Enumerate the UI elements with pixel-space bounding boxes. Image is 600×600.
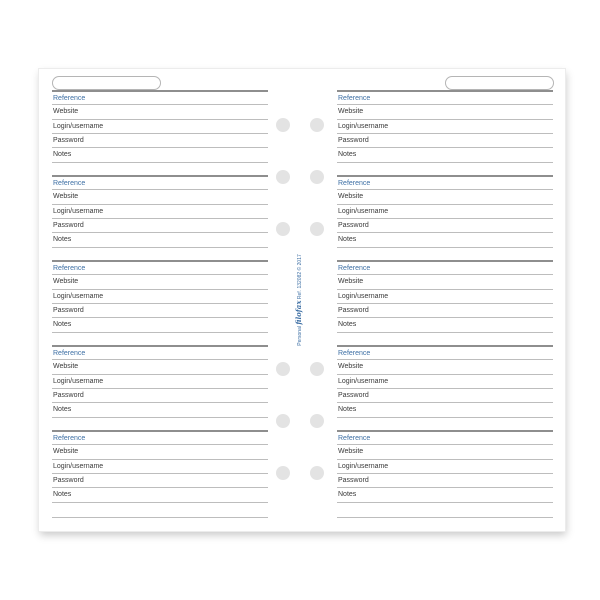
notes-line[interactable]: [337, 402, 553, 417]
password-label: Password: [53, 136, 84, 144]
notes-label: Notes: [338, 491, 357, 499]
reference-label: Reference: [53, 95, 86, 102]
password-label: Password: [53, 306, 84, 314]
notes-writing-line[interactable]: [337, 332, 553, 333]
website-label: Website: [53, 193, 79, 201]
notes-label: Notes: [338, 321, 357, 329]
punch-hole: [276, 170, 290, 184]
password-label: Password: [53, 221, 84, 229]
password-label: Password: [338, 476, 369, 484]
login-username-line[interactable]: [52, 459, 268, 474]
reference-label: Reference: [53, 350, 86, 357]
notes-writing-line[interactable]: [52, 162, 268, 163]
imprint-copyright: © 2017: [297, 254, 303, 271]
password-line[interactable]: [337, 303, 553, 318]
login-entry-block: [337, 345, 553, 430]
title-box-right: [445, 76, 554, 90]
login-entry-block: [52, 175, 268, 260]
website-label: Website: [53, 278, 79, 286]
login-username-label: Login/username: [338, 377, 389, 385]
login-username-label: Login/username: [53, 377, 104, 385]
password-line[interactable]: [337, 473, 553, 488]
login-username-line[interactable]: [337, 289, 553, 304]
notes-label: Notes: [53, 151, 72, 159]
notes-label: Notes: [53, 406, 72, 414]
punch-hole: [276, 222, 290, 236]
login-entry-block: [337, 90, 553, 175]
notes-label: Notes: [338, 406, 357, 414]
website-line[interactable]: [52, 104, 268, 119]
website-line[interactable]: [337, 444, 553, 459]
password-label: Password: [338, 136, 369, 144]
notes-label: Notes: [53, 321, 72, 329]
login-username-line[interactable]: [337, 204, 553, 219]
notes-writing-line[interactable]: [337, 502, 553, 503]
password-label: Password: [53, 391, 84, 399]
website-label: Website: [338, 278, 364, 286]
reference-label: Reference: [338, 265, 371, 272]
notes-line[interactable]: [337, 232, 553, 247]
title-box-left: [52, 76, 161, 90]
password-label: Password: [53, 476, 84, 484]
reference-label: Reference: [338, 180, 371, 187]
notes-writing-line[interactable]: [52, 332, 268, 333]
website-line[interactable]: [337, 274, 553, 289]
notes-writing-line[interactable]: [337, 417, 553, 418]
notes-line[interactable]: [52, 232, 268, 247]
password-label: Password: [338, 391, 369, 399]
login-username-line[interactable]: [337, 374, 553, 389]
password-line[interactable]: [337, 388, 553, 403]
punch-hole: [276, 362, 290, 376]
login-username-label: Login/username: [338, 292, 389, 300]
reference-label: Reference: [338, 95, 371, 102]
punch-hole: [310, 118, 324, 132]
notes-writing-line[interactable]: [337, 162, 553, 163]
password-line[interactable]: [52, 133, 268, 148]
login-username-label: Login/username: [53, 462, 104, 470]
website-line[interactable]: [337, 104, 553, 119]
website-line[interactable]: [337, 359, 553, 374]
login-username-label: Login/username: [338, 207, 389, 215]
login-username-line[interactable]: [52, 289, 268, 304]
notes-writing-line[interactable]: [337, 247, 553, 248]
password-label: Password: [338, 221, 369, 229]
reference-label: Reference: [53, 435, 86, 442]
login-username-label: Login/username: [338, 122, 389, 130]
login-username-label: Login/username: [53, 207, 104, 215]
punch-hole: [310, 466, 324, 480]
notes-line[interactable]: [337, 317, 553, 332]
punch-hole: [276, 414, 290, 428]
password-label: Password: [338, 306, 369, 314]
website-label: Website: [338, 193, 364, 201]
reference-label: Reference: [53, 180, 86, 187]
password-line[interactable]: [52, 473, 268, 488]
organiser-refill-page: [39, 69, 565, 531]
publisher-imprint: [295, 254, 309, 346]
password-line[interactable]: [52, 303, 268, 318]
login-entry-block: [52, 345, 268, 430]
reference-label: Reference: [338, 350, 371, 357]
imprint-ref: Ref. 132082: [297, 271, 303, 300]
notes-line[interactable]: [52, 402, 268, 417]
website-line[interactable]: [52, 444, 268, 459]
login-entry-block: [52, 430, 268, 515]
brand-logo: filofax: [294, 300, 303, 325]
login-username-label: Login/username: [53, 292, 104, 300]
login-username-line[interactable]: [52, 204, 268, 219]
notes-label: Notes: [338, 151, 357, 159]
login-username-line[interactable]: [337, 459, 553, 474]
login-username-line[interactable]: [52, 374, 268, 389]
punch-hole: [310, 222, 324, 236]
reference-label: Reference: [53, 265, 86, 272]
password-line[interactable]: [337, 133, 553, 148]
notes-label: Notes: [338, 236, 357, 244]
password-line[interactable]: [337, 218, 553, 233]
website-line[interactable]: [337, 189, 553, 204]
website-label: Website: [53, 363, 79, 371]
notes-line[interactable]: [337, 147, 553, 162]
login-entry-block: [337, 260, 553, 345]
bottom-rule: [52, 517, 268, 518]
website-label: Website: [338, 448, 364, 456]
notes-line[interactable]: [52, 487, 268, 502]
login-username-label: Login/username: [338, 462, 389, 470]
notes-writing-line[interactable]: [52, 502, 268, 503]
punch-hole: [310, 362, 324, 376]
punch-hole: [276, 466, 290, 480]
website-label: Website: [53, 448, 79, 456]
password-line[interactable]: [52, 388, 268, 403]
password-line[interactable]: [52, 218, 268, 233]
notes-label: Notes: [53, 491, 72, 499]
login-entry-block: [52, 260, 268, 345]
notes-line[interactable]: [337, 487, 553, 502]
login-username-line[interactable]: [337, 119, 553, 134]
login-entry-block: [337, 430, 553, 515]
imprint-size: Personal: [297, 326, 303, 346]
website-label: Website: [338, 363, 364, 371]
login-entry-block: [52, 90, 268, 175]
punch-hole: [276, 118, 290, 132]
notes-writing-line[interactable]: [52, 247, 268, 248]
punch-hole: [310, 170, 324, 184]
punch-hole: [310, 414, 324, 428]
website-label: Website: [338, 108, 364, 116]
website-line[interactable]: [52, 359, 268, 374]
notes-label: Notes: [53, 236, 72, 244]
notes-line[interactable]: [52, 317, 268, 332]
login-entry-block: [337, 175, 553, 260]
notes-writing-line[interactable]: [52, 417, 268, 418]
website-label: Website: [53, 108, 79, 116]
website-line[interactable]: [52, 274, 268, 289]
reference-label: Reference: [338, 435, 371, 442]
bottom-rule: [337, 517, 553, 518]
notes-line[interactable]: [52, 147, 268, 162]
website-line[interactable]: [52, 189, 268, 204]
login-username-line[interactable]: [52, 119, 268, 134]
login-username-label: Login/username: [53, 122, 104, 130]
